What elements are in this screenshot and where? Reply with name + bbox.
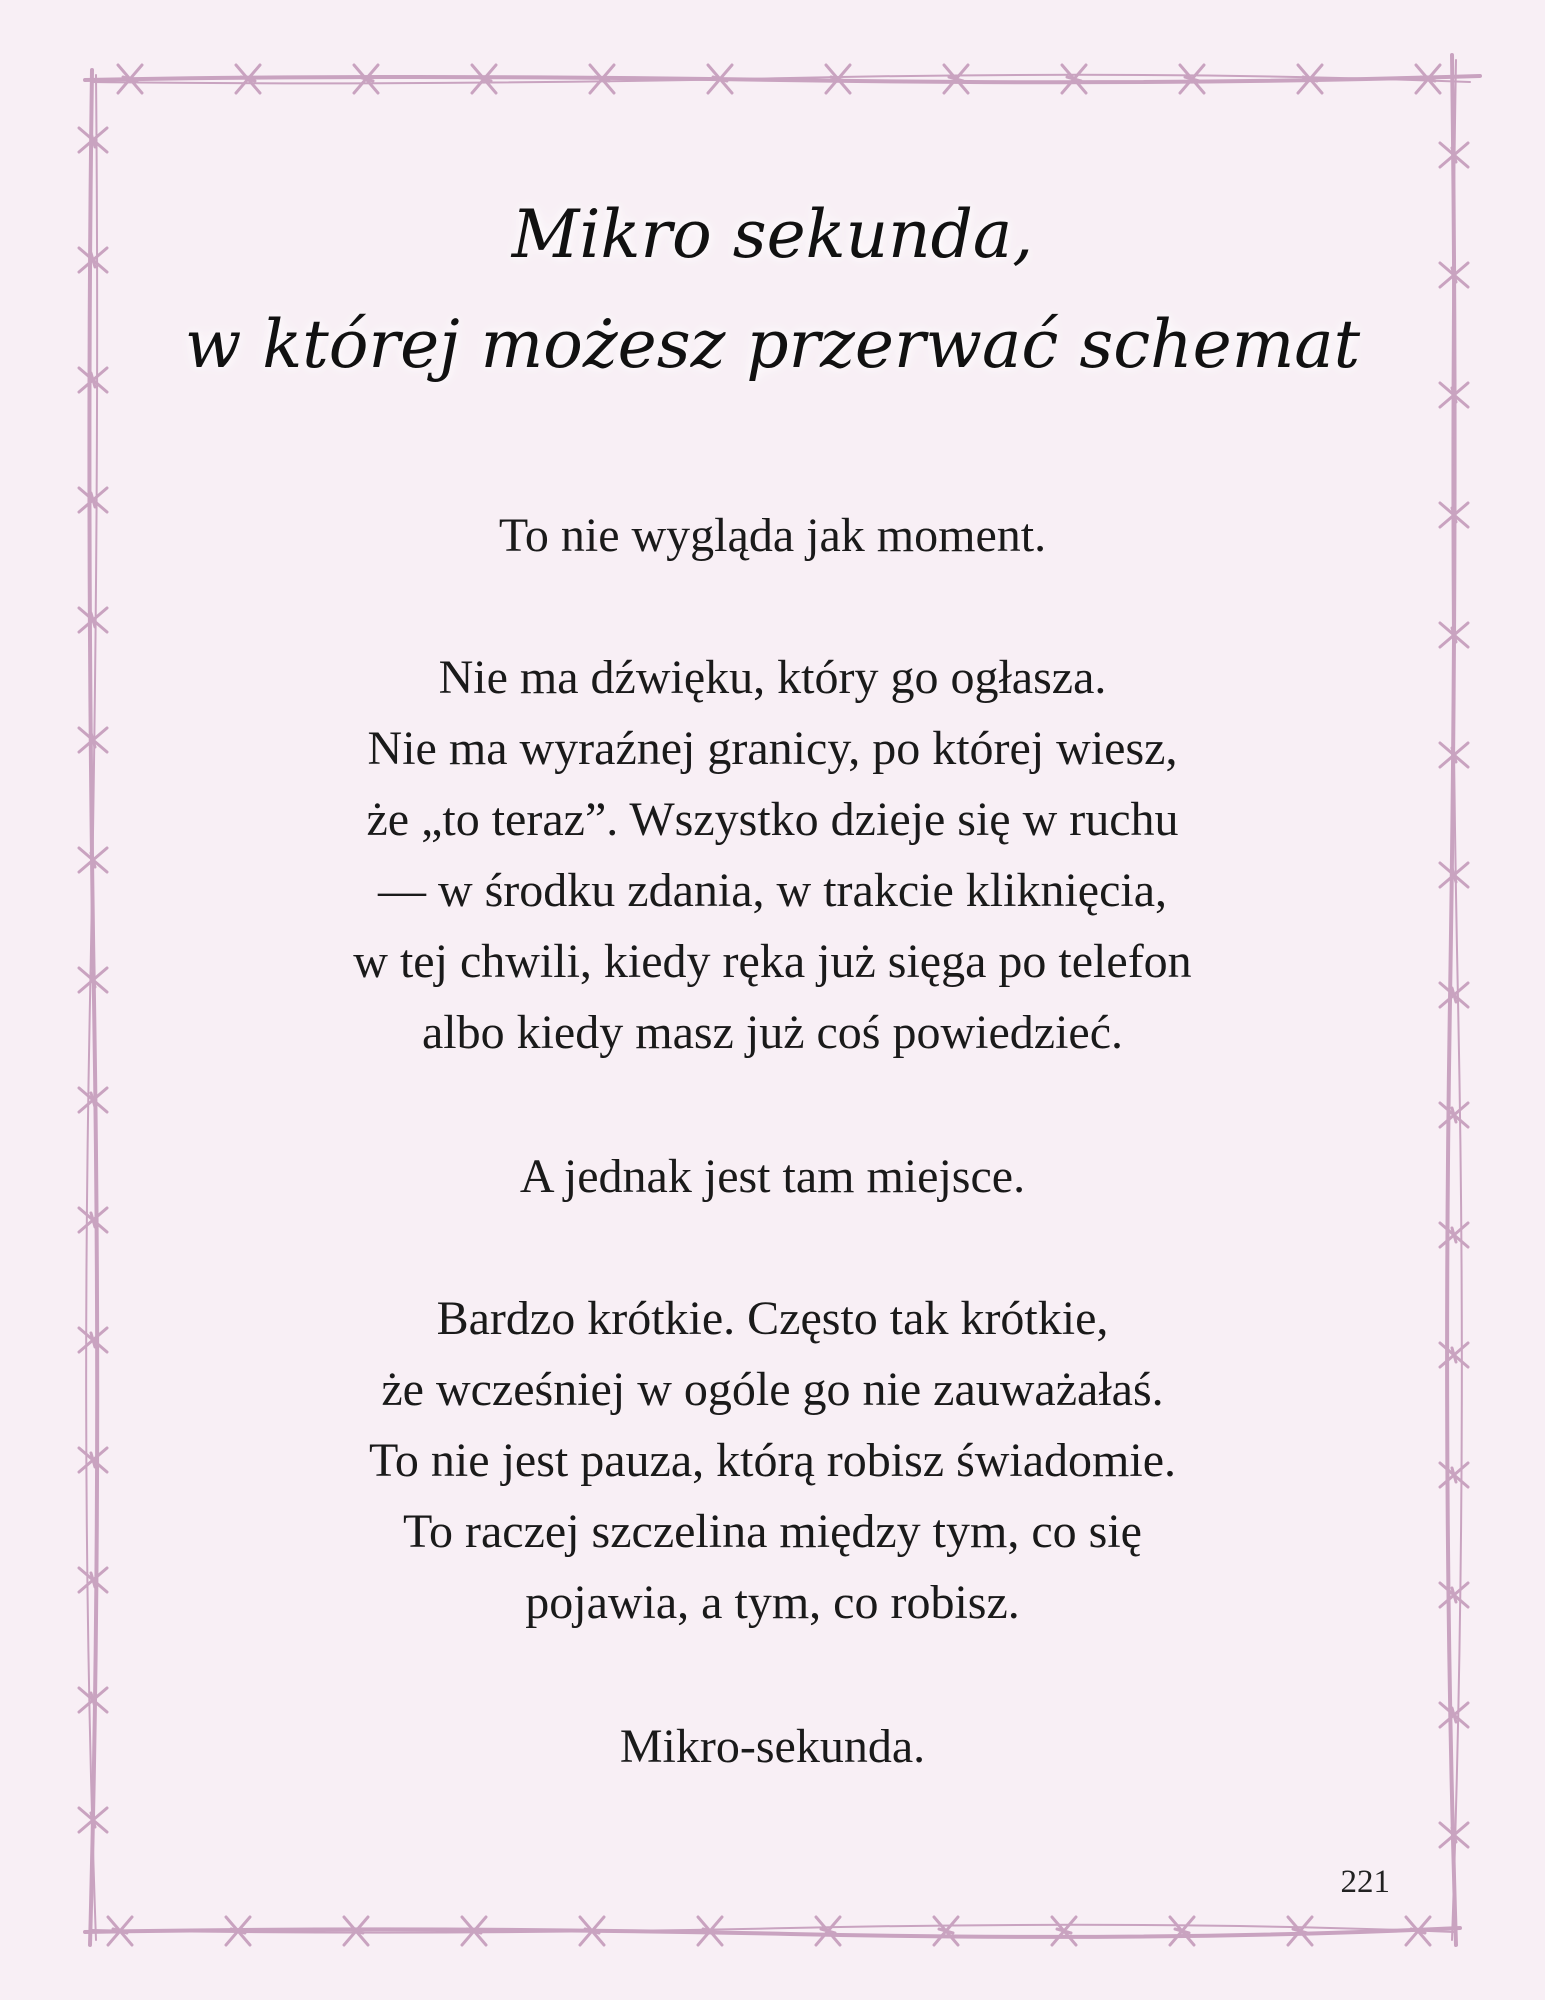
barb-icon: [79, 608, 107, 632]
text-line: Bardzo krótkie. Często tak krótkie,: [436, 1292, 1109, 1345]
title-line-1: Mikro sekunda,: [511, 196, 1034, 273]
barb-icon: [79, 1448, 107, 1472]
barb-icon: [944, 65, 968, 93]
text-line: Nie ma dźwięku, który go ogłasza.: [438, 651, 1107, 704]
paragraph-1: [150, 500, 1395, 571]
text-line: To nie jest pauza, którą robisz świadomie.: [368, 1434, 1177, 1487]
text-line: że wcześniej w ogóle go nie zauważałaś.: [381, 1363, 1164, 1416]
barb-icon: [1288, 1917, 1312, 1945]
text-line: To nie wygląda jak moment.: [498, 509, 1047, 562]
paragraph-4: [150, 1283, 1395, 1638]
barb-icon: [79, 1088, 107, 1112]
paragraph-5: [150, 1711, 1395, 1782]
barb-icon: [1440, 1703, 1468, 1727]
title-line-2: w której możesz przerwać schemat: [184, 306, 1361, 383]
barb-icon: [79, 488, 107, 512]
text-line: — w środku zdania, w trakcie kliknięcia,: [377, 864, 1168, 917]
barb-icon: [1052, 1917, 1076, 1945]
barb-icon: [79, 1328, 107, 1352]
barb-icon: [1440, 1583, 1468, 1607]
barb-icon: [1170, 1917, 1194, 1945]
barb-icon: [1062, 65, 1086, 93]
barb-icon: [1440, 983, 1468, 1007]
text-line: A jednak jest tam miejsce.: [519, 1150, 1026, 1203]
barb-icon: [816, 1917, 840, 1945]
barb-icon: [1440, 1223, 1468, 1247]
text-line: pojawia, a tym, co robisz.: [525, 1576, 1020, 1629]
text-line: w tej chwili, kiedy ręka już sięga po telefon: [353, 935, 1192, 988]
text-line: Mikro-sekunda.: [619, 1720, 926, 1773]
paragraph-3: [150, 1141, 1395, 1212]
text-line: albo kiedy masz już coś powiedzieć.: [421, 1006, 1124, 1059]
barb-icon: [1440, 1463, 1468, 1487]
text-line: Nie ma wyraźnej granicy, po której wiesz,: [367, 722, 1178, 775]
page-number: 221: [1340, 1864, 1390, 1900]
text-line: To raczej szczelina między tym, co się: [403, 1505, 1142, 1558]
barb-icon: [1440, 863, 1468, 887]
barb-icon: [79, 1568, 107, 1592]
page-title: [0, 180, 1545, 400]
paragraph-2: [150, 642, 1395, 1068]
barb-icon: [934, 1917, 958, 1945]
barb-icon: [79, 1208, 107, 1232]
text-line: że „to teraz”. Wszystko dzieje się w ruchu: [366, 793, 1179, 846]
barb-icon: [1440, 1103, 1468, 1127]
barb-icon: [1180, 65, 1204, 93]
barb-icon: [79, 728, 107, 752]
barb-icon: [1440, 1343, 1468, 1367]
